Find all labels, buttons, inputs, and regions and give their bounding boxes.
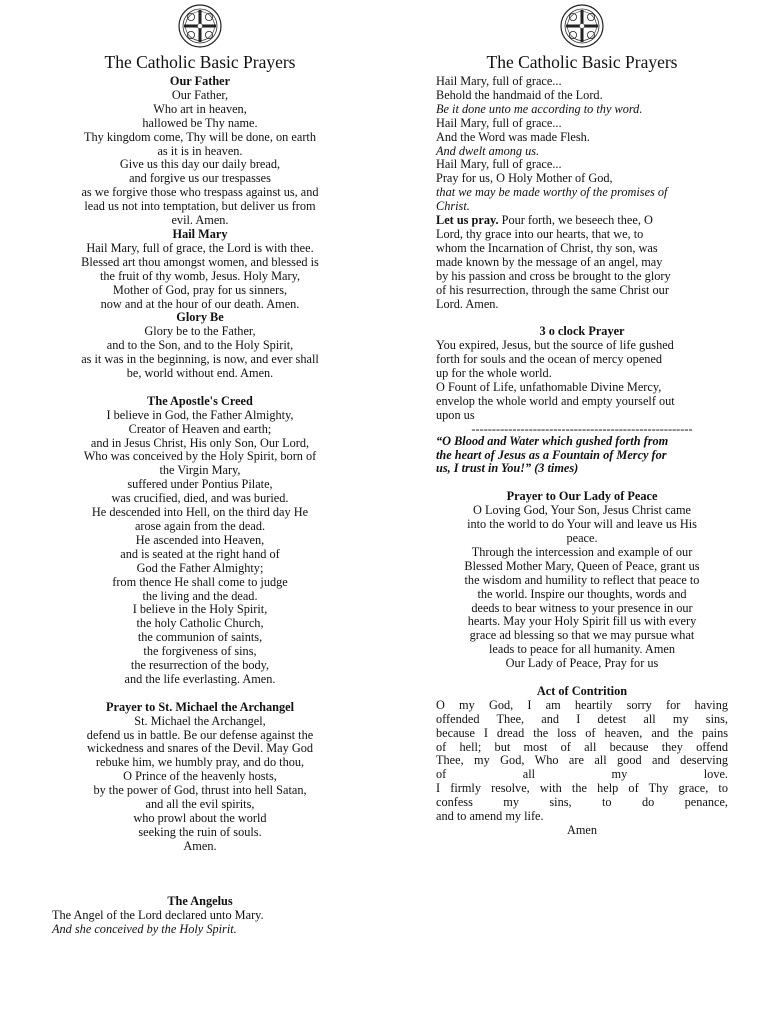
prayer-line: Creator of Heaven and earth; xyxy=(128,421,272,436)
prayer-line: Hail Mary, full of grace... xyxy=(436,157,562,172)
prayer-line: whom the Incarnation of Christ, thy son, was xyxy=(436,240,658,255)
prayer-line: peace. xyxy=(566,530,598,545)
prayer-line: the heart of Jesus as a Fountain of Mercy for xyxy=(436,447,667,462)
prayer-line: And dwelt among us. xyxy=(436,143,540,158)
spacer xyxy=(52,854,348,896)
prayer-line: defend us in battle. Be our defense against the xyxy=(86,727,314,742)
section-heading: 3 o clock Prayer xyxy=(539,324,625,339)
prayer-line: O my God, I am heartily sorry for having xyxy=(436,697,728,712)
prayer-line: the fruit of thy womb, Jesus. Holy Mary, xyxy=(99,268,301,283)
prayer-line: of all my love. xyxy=(436,767,728,782)
spacer xyxy=(52,381,348,395)
prayer-line: of his resurrection, through the same Christ our xyxy=(436,282,669,297)
prayer-line: deeds to bear witness to your presence in our xyxy=(471,600,693,615)
prayer-section xyxy=(436,311,728,476)
prayer-line: because I dread the loss of heaven, and the pains xyxy=(436,725,728,740)
prayer-line: and is seated at the right hand of xyxy=(120,546,280,561)
prayer-line: O Fount of Life, unfathomable Divine Mercy, xyxy=(436,379,662,394)
prayer-line: Blessed Mother Mary, Queen of Peace, grant us xyxy=(464,558,700,573)
section-heading: Prayer to Our Lady of Peace xyxy=(506,489,658,504)
prayer-line: I firmly resolve, with the help of Thy grace, to xyxy=(436,781,728,796)
prayer-line: He ascended into Heaven, xyxy=(135,532,265,547)
section-heading: The Apostle's Creed xyxy=(147,393,253,408)
prayer-line: up for the whole world. xyxy=(436,366,552,381)
prayer-line: made known by the message of an angel, may xyxy=(436,254,663,269)
prayer-line: envelop the whole world and empty yourself out xyxy=(436,393,675,408)
prayer-line: the forgiveness of sins, xyxy=(143,644,257,659)
section-heading: Hail Mary xyxy=(172,226,228,241)
prayer-line: I believe in the Holy Spirit, xyxy=(132,602,268,617)
prayer-line: suffered under Pontius Pilate, xyxy=(127,477,273,492)
prayer-line: Thy kingdom come, Thy will be done, on earth xyxy=(83,129,316,144)
prayer-line: evil. Amen. xyxy=(171,213,229,228)
divider-line: ------------------------------------------------------ xyxy=(471,422,693,435)
prayer-section xyxy=(52,854,348,937)
prayer-line: Who art in heaven, xyxy=(153,101,247,116)
prayer-line: us, I trust in You!” (3 times) xyxy=(436,461,579,476)
prayer-line: the Virgin Mary, xyxy=(159,463,241,478)
page-title: The Catholic Basic Prayers xyxy=(104,52,296,72)
prayer-line: Who was conceived by the Holy Spirit, born of xyxy=(83,449,317,464)
prayer-section xyxy=(436,75,728,311)
prayer-line xyxy=(436,214,728,228)
prayer-line: and to the Son, and to the Holy Spirit, xyxy=(106,338,294,353)
lead-text: Let us pray. xyxy=(436,213,499,228)
prayer-line: the communion of saints, xyxy=(137,630,263,645)
left-column xyxy=(52,0,348,937)
prayer-line: hallowed be Thy name. xyxy=(142,115,258,130)
page-title: The Catholic Basic Prayers xyxy=(486,52,678,72)
prayer-line: that we may be made worthy of the promises of xyxy=(436,185,668,200)
prayer-line: You expired, Jesus, but the source of life gushed xyxy=(436,338,674,353)
prayer-line: arose again from the dead. xyxy=(134,518,266,533)
st-benedict-medal-icon xyxy=(178,4,222,48)
prayer-line: and the life everlasting. Amen. xyxy=(124,671,276,686)
prayer-line: now and at the hour of our death. Amen. xyxy=(100,296,300,311)
prayer-line: O Loving God, Your Son, Jesus Christ came xyxy=(473,503,691,518)
line-text: Pour forth, we beseech thee, O xyxy=(498,213,653,228)
prayer-sections xyxy=(52,75,348,937)
prayer-line: Amen. xyxy=(183,838,217,853)
prayer-section xyxy=(436,671,728,838)
prayer-section xyxy=(52,311,348,381)
prayer-section xyxy=(52,381,348,687)
prayer-line: lead us not into temptation, but deliver us from xyxy=(84,199,316,214)
prayer-line: wickedness and snares of the Devil. May God xyxy=(86,741,314,756)
section-heading: Our Father xyxy=(169,74,231,88)
prayer-line: by his passion and cross be brought to the glory xyxy=(436,268,671,283)
prayer-line: Glory be to the Father, xyxy=(144,324,256,339)
prayer-line: Christ. xyxy=(436,199,470,214)
prayer-line: Hail Mary, full of grace, the Lord is with thee. xyxy=(86,240,314,255)
prayer-line: the world. Inspire our thoughts, words and xyxy=(477,586,687,601)
prayer-line: rebuke him, we humbly pray, and do thou, xyxy=(95,755,305,770)
prayer-line: upon us xyxy=(436,407,475,422)
prayer-line: and forgive us our trespasses xyxy=(129,171,271,186)
prayer-line: into the world to do Your will and leave us His xyxy=(467,517,697,532)
spacer xyxy=(52,687,348,701)
prayer-line: The Angel of the Lord declared unto Mary. xyxy=(52,908,264,923)
prayer-section xyxy=(52,687,348,854)
prayer-line: Be it done unto me according to thy word. xyxy=(436,101,643,116)
spacer xyxy=(436,671,728,685)
prayer-line: Hail Mary, full of grace... xyxy=(436,115,562,130)
prayer-line: Lord. Amen. xyxy=(436,296,499,311)
prayer-line: Mother of God, pray for us sinners, xyxy=(112,282,288,297)
prayer-line: the holy Catholic Church, xyxy=(136,616,264,631)
prayer-line: the resurrection of the body, xyxy=(130,658,270,673)
prayer-line: And she conceived by the Holy Spirit. xyxy=(52,922,237,937)
prayer-line: of hell; but most of all because they offend xyxy=(436,739,728,754)
prayer-line: from thence He shall come to judge xyxy=(112,574,288,589)
prayer-sections xyxy=(436,75,728,838)
prayer-section xyxy=(436,476,728,671)
prayer-section xyxy=(52,228,348,311)
prayer-line: Behold the handmaid of the Lord. xyxy=(436,87,603,102)
prayer-line: He descended into Hell, on the third day He xyxy=(91,505,309,520)
prayer-line: offended Thee, and I detest all my sins, xyxy=(436,711,728,726)
prayer-line: as it was in the beginning, is now, and ever shall xyxy=(81,352,319,367)
section-heading: Prayer to St. Michael the Archangel xyxy=(105,699,295,714)
prayer-line: Give us this day our daily bread, xyxy=(119,157,281,172)
prayer-line: seeking the ruin of souls. xyxy=(138,824,262,839)
prayer-line: And the Word was made Flesh. xyxy=(436,129,590,144)
prayer-line: the wisdom and humility to reflect that peace to xyxy=(464,572,700,587)
prayer-line: Through the intercession and example of our xyxy=(471,544,693,559)
prayer-line: Pray for us, O Holy Mother of God, xyxy=(436,171,613,186)
prayer-line: St. Michael the Archangel, xyxy=(134,713,266,728)
prayer-line: Lord, thy grace into our hearts, that we, to xyxy=(436,226,644,241)
prayer-section xyxy=(52,75,348,228)
prayer-line: Amen xyxy=(566,822,598,837)
prayer-line: and all the evil spirits, xyxy=(145,797,255,812)
prayer-line: I believe in God, the Father Almighty, xyxy=(106,407,294,422)
spacer xyxy=(436,311,728,325)
prayer-line: the living and the dead. xyxy=(142,588,258,603)
prayer-line: Our Father, xyxy=(171,87,229,102)
spacer xyxy=(436,476,728,490)
prayer-line: as it is in heaven. xyxy=(157,143,243,158)
section-heading: The Angelus xyxy=(167,894,233,909)
prayer-line: and in Jesus Christ, His only Son, Our Lord, xyxy=(90,435,310,450)
section-heading: Act of Contrition xyxy=(536,683,628,698)
prayer-line: and to amend my life. xyxy=(436,809,544,824)
prayer-line: hearts. May your Holy Spirit fill us with every xyxy=(467,614,697,629)
prayer-line: Blessed art thou amongst women, and blessed is xyxy=(81,254,319,269)
prayer-line: be, world without end. Amen. xyxy=(126,366,274,381)
prayer-line: “O Blood and Water which gushed forth from xyxy=(436,433,669,448)
prayer-line: forth for souls and the ocean of mercy opened xyxy=(436,352,663,367)
prayer-line: as we forgive those who trespass against us, and xyxy=(81,185,319,200)
prayer-line: grace ad blessing so that we may pursue what xyxy=(469,628,695,643)
prayer-line: Hail Mary, full of grace... xyxy=(436,74,562,88)
prayer-line: leads to peace for all humanity. Amen xyxy=(489,642,675,657)
prayer-line: by the power of God, thrust into hell Satan, xyxy=(93,783,307,798)
section-heading: Glory Be xyxy=(176,310,224,325)
prayer-line: God the Father Almighty; xyxy=(136,560,264,575)
prayer-line: O Prince of the heavenly hosts, xyxy=(123,769,277,784)
prayer-line: was crucified, died, and was buried. xyxy=(111,491,289,506)
prayer-line: who prowl about the world xyxy=(133,811,267,825)
prayer-line: confess my sins, to do penance, xyxy=(436,795,728,810)
prayer-line: Our Lady of Peace, Pray for us xyxy=(505,656,659,671)
prayer-line: Thee, my God, Who are all good and deserving xyxy=(436,753,728,768)
st-benedict-medal-icon xyxy=(560,4,604,48)
right-column xyxy=(436,0,728,838)
